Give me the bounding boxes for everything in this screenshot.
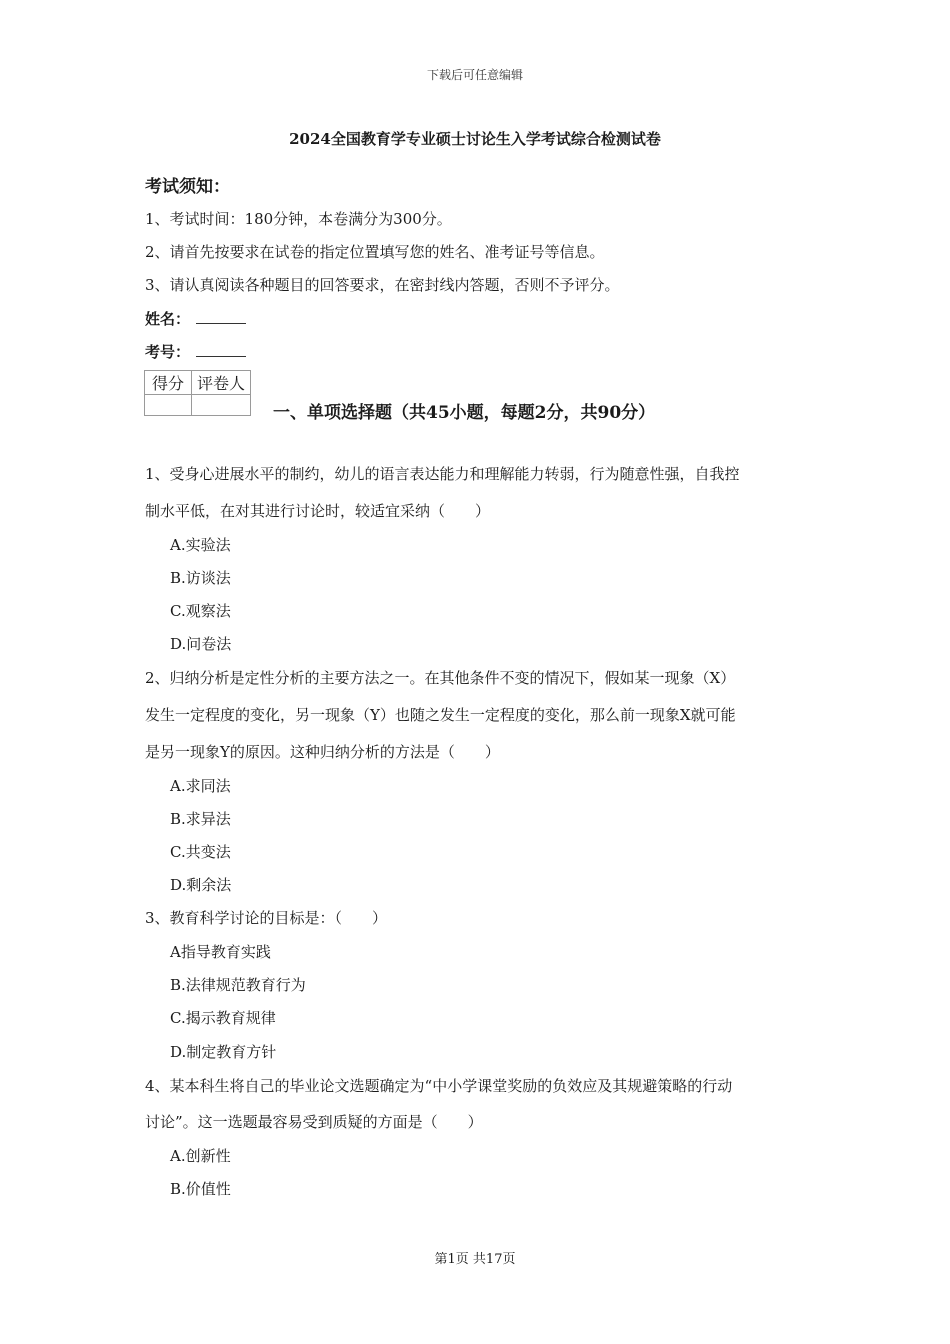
option: A.创新性	[170, 1147, 231, 1165]
option: D.问卷法	[170, 635, 232, 653]
option: A.实验法	[170, 536, 231, 554]
option: B.求异法	[170, 810, 231, 828]
question-text: 制水平低，在对其进行讨论时，较适宜采纳（ ）	[145, 502, 491, 520]
name-label: 姓名：	[145, 310, 191, 328]
grader-cell[interactable]	[192, 395, 251, 416]
question-text: 2、归纳分析是定性分析的主要方法之一。在其他条件不变的情况下，假如某一现象（X）	[145, 669, 736, 687]
name-blank[interactable]	[196, 309, 246, 324]
option: A.求同法	[170, 777, 231, 795]
option: D.制定教育方针	[170, 1043, 277, 1061]
exam-number-blank[interactable]	[196, 342, 246, 357]
question-text: 发生一定程度的变化，另一现象（Y）也随之发生一定程度的变化，那么前一现象X就可能	[145, 706, 736, 724]
option: C.揭示教育规律	[170, 1009, 276, 1027]
option: C.观察法	[170, 602, 231, 620]
document-title: 2024全国教育学专业硕士讨论生入学考试综合检测试卷	[289, 130, 661, 148]
score-header: 得分	[145, 371, 192, 395]
page-footer: 第1页 共17页	[434, 1252, 516, 1267]
score-cell[interactable]	[145, 395, 192, 416]
option: C.共变法	[170, 843, 231, 861]
option: B.价值性	[170, 1180, 231, 1198]
notice-item: 3、请认真阅读各种题目的回答要求，在密封线内答题，否则不予评分。	[145, 276, 620, 294]
notice-item: 2、请首先按要求在试卷的指定位置填写您的姓名、准考证号等信息。	[145, 243, 605, 261]
section-title: 一、单项选择题（共45小题，每题2分，共90分）	[273, 403, 656, 423]
question-text: 是另一现象Y的原因。这种归纳分析的方法是（ ）	[145, 743, 500, 761]
grader-header: 评卷人	[192, 371, 251, 395]
name-field[interactable]	[145, 308, 246, 329]
exam-number-label: 考号：	[145, 343, 191, 361]
question-text: 1、受身心进展水平的制约，幼儿的语言表达能力和理解能力转弱，行为随意性强，自我控	[145, 465, 740, 483]
question-text: 4、某本科生将自己的毕业论文选题确定为“中小学课堂奖励的负效应及其规避策略的行动	[145, 1077, 733, 1095]
question-text: 讨论”。这一选题最容易受到质疑的方面是（ ）	[145, 1113, 483, 1131]
header-note: 下载后可任意编辑	[426, 68, 523, 82]
option: B.法律规范教育行为	[170, 976, 306, 994]
notice-heading: 考试须知：	[145, 177, 230, 197]
notice-item: 1、考试时间：180分钟，本卷满分为300分。	[145, 210, 452, 228]
option: D.剩余法	[170, 876, 232, 894]
option: A指导教育实践	[170, 943, 271, 961]
question-text: 3、教育科学讨论的目标是：（ ）	[145, 909, 388, 927]
option: B.访谈法	[170, 569, 231, 587]
exam-number-field[interactable]	[145, 341, 246, 362]
score-table	[144, 370, 251, 416]
